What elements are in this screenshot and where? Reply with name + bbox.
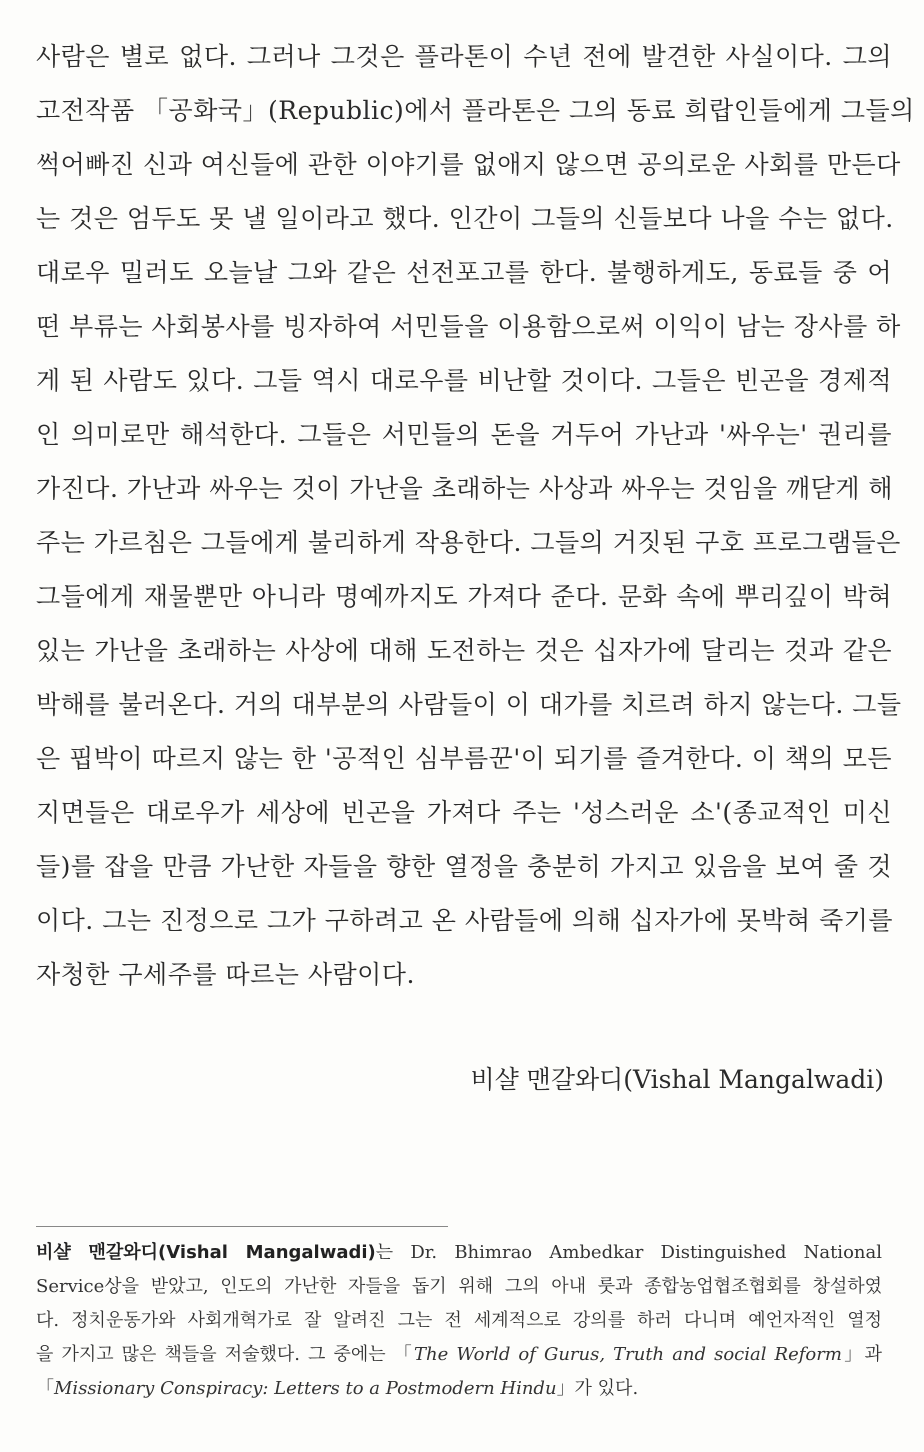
book-title: Missionary Conspiracy: Letters to a Postmodern Hindu xyxy=(54,1378,557,1399)
text-line: 는 것은 엄두도 못 낼 일이라고 했다. 인간이 그들의 신들보다 나을 수는 없다. xyxy=(36,204,894,233)
text-line: 그들에게 재물뿐만 아니라 명예까지도 가져다 준다. 문화 속에 뿌리깊이 박혀 xyxy=(36,582,892,611)
text-line: 자청한 구세주를 따르는 사람이다. xyxy=(36,960,415,989)
author-signature: 비샬 맨갈와디(Vishal Mangalwadi) xyxy=(470,1065,884,1094)
bio-line: 다. 정치운동가와 사회개혁가로 잘 알려진 그는 전 세계적으로 강의를 하러 다니며 예언자적인 열정 xyxy=(36,1310,882,1331)
bio-line xyxy=(36,1372,882,1406)
text-line: 주는 가르침은 그들에게 불리하게 작용한다. 그들의 거짓된 구호 프로그램들은 xyxy=(36,528,901,557)
text-line: 고전작품 「공화국」(Republic)에서 플라톤은 그의 동료 희랍인들에게 그들의 xyxy=(36,96,915,125)
text-line: 떤 부류는 사회봉사를 빙자하여 서민들을 이용함으로써 이익이 남는 장사를 하 xyxy=(36,312,901,341)
text-line: 이다. 그는 진정으로 그가 구하려고 온 사람들에 의해 십자가에 못박혀 죽기를 xyxy=(36,906,894,935)
author-bio xyxy=(36,1236,882,1406)
bio-line xyxy=(36,1338,882,1372)
main-text xyxy=(36,30,915,1002)
bio-text: 」과 xyxy=(841,1344,882,1365)
text-line: 인 의미로만 해석한다. 그들은 서민들의 돈을 거두어 가난과 '싸우는' 권리를 xyxy=(36,420,892,449)
bio-text: 을 가지고 많은 책들을 저술했다. 그 중에는 「 xyxy=(36,1344,415,1365)
text-line: 박해를 불러온다. 거의 대부분의 사람들이 이 대가를 치르려 하지 않는다. 그들 xyxy=(36,690,902,719)
text-line: 가진다. 가난과 싸우는 것이 가난을 초래하는 사상과 싸우는 것임을 깨닫게 해 xyxy=(36,474,894,503)
bio-line: Service상을 받았고, 인도의 가난한 자들을 돕기 위해 그의 아내 룻과 종합농업협조협회를 창설하였 xyxy=(36,1276,882,1297)
text-line: 있는 가난을 초래하는 사상에 대해 도전하는 것은 십자가에 달리는 것과 같은 xyxy=(36,636,892,665)
text-line: 썩어빠진 신과 여신들에 관한 이야기를 없애지 않으면 공의로운 사회를 만든다 xyxy=(36,150,901,179)
text-line: 대로우 밀러도 오늘날 그와 같은 선전포고를 한다. 불행하게도, 동료들 중 어 xyxy=(36,258,892,287)
text-line: 들)를 잡을 만큼 가난한 자들을 향한 열정을 충분히 가지고 있음을 보여 줄 것 xyxy=(36,852,892,881)
bio-text: 는 Dr. Bhimrao Ambedkar Distinguished National xyxy=(375,1242,882,1263)
bio-line xyxy=(36,1236,882,1270)
bio-name: 비샬 맨갈와디(Vishal Mangalwadi) xyxy=(36,1242,376,1263)
footnote-divider xyxy=(36,1226,448,1227)
book-title: The World of Gurus, Truth and social Reform xyxy=(414,1344,842,1365)
text-line: 사람은 별로 없다. 그러나 그것은 플라톤이 수년 전에 발견한 사실이다. 그의 xyxy=(36,42,892,71)
text-line: 은 핍박이 따르지 않는 한 '공적인 심부름꾼'이 되기를 즐겨한다. 이 책의 모든 xyxy=(36,744,892,773)
bio-text: 「 xyxy=(36,1378,54,1399)
bio-text: 」가 있다. xyxy=(556,1378,639,1399)
text-line: 지면들은 대로우가 세상에 빈곤을 가져다 주는 '성스러운 소'(종교적인 미신 xyxy=(36,798,892,827)
text-line: 게 된 사람도 있다. 그들 역시 대로우를 비난할 것이다. 그들은 빈곤을 경제적 xyxy=(36,366,892,395)
